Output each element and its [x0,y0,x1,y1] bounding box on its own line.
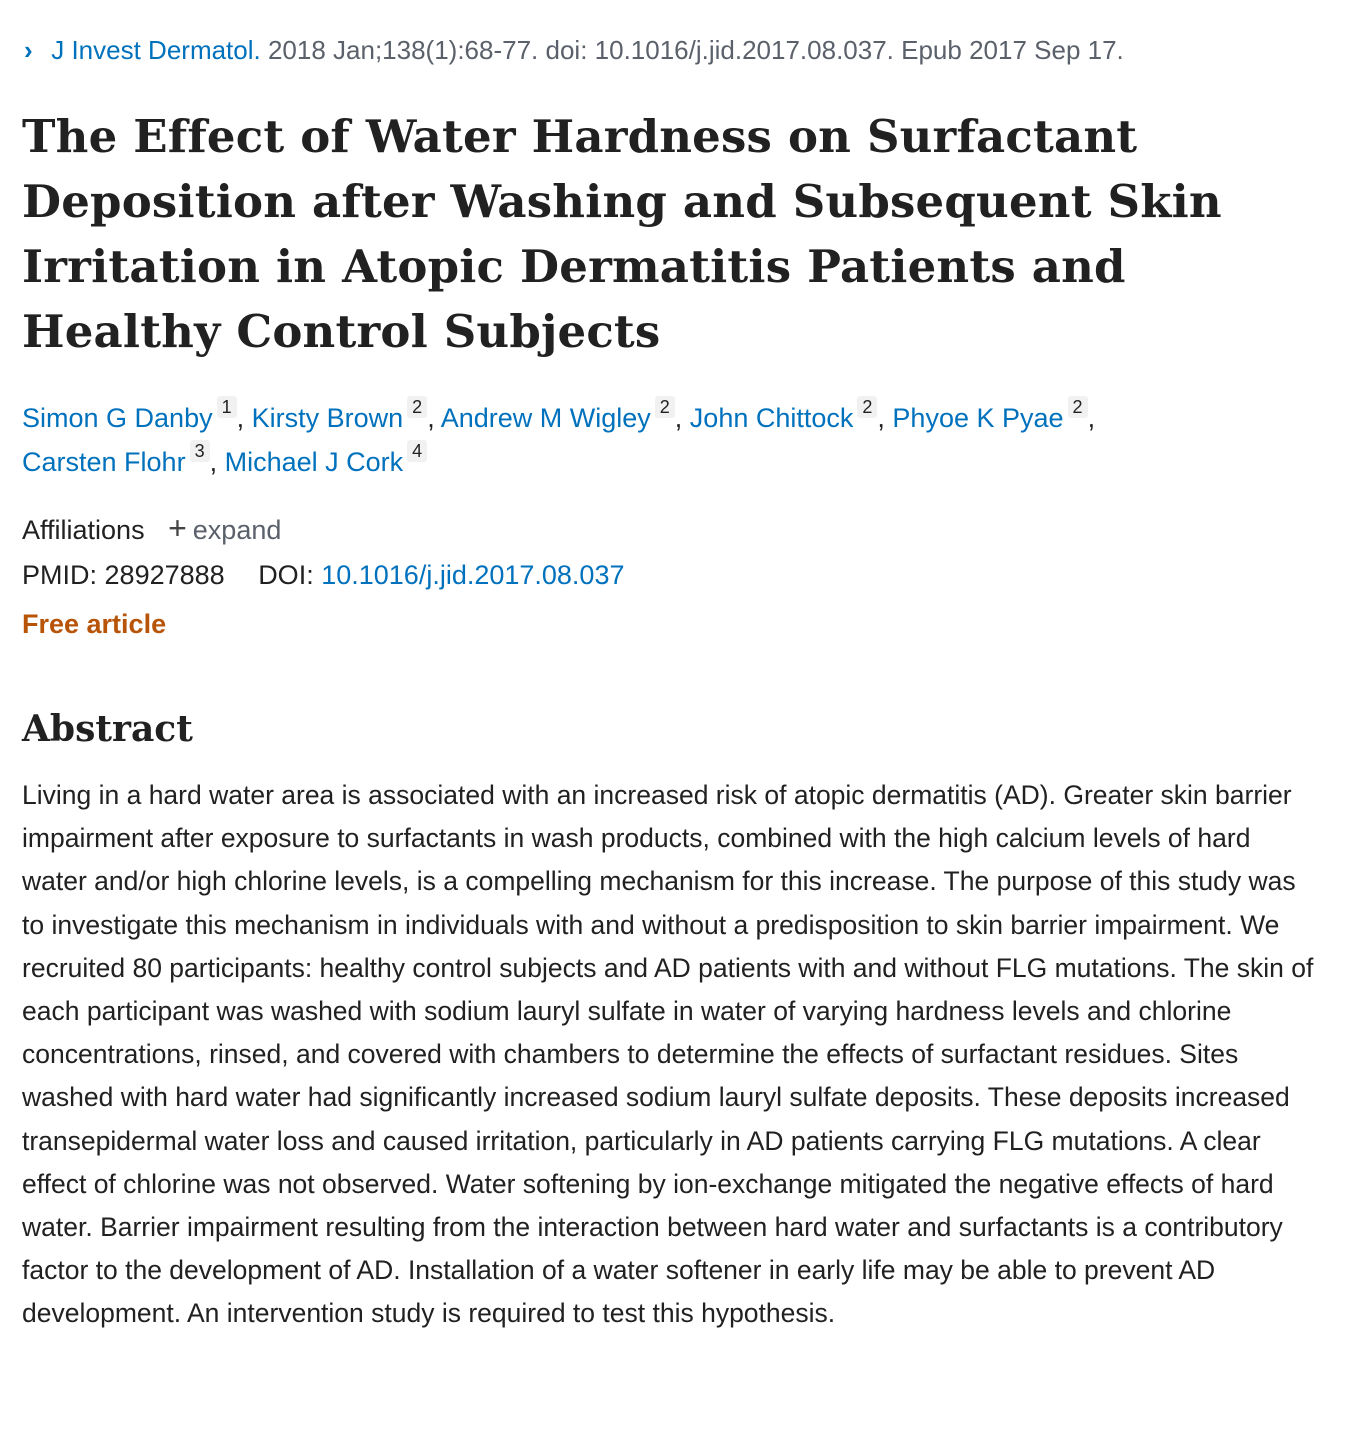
plus-icon: + [168,510,187,546]
expand-label: expand [192,515,282,545]
author-link[interactable]: Carsten Flohr [22,447,186,477]
author-link[interactable]: Kirsty Brown [251,403,404,433]
author-link[interactable]: Simon G Danby [22,403,213,433]
affiliation-number[interactable]: 1 [217,396,237,418]
doi-label: DOI: [258,560,314,590]
affiliation-number[interactable]: 2 [407,396,427,418]
affiliation-number[interactable]: 2 [655,396,675,418]
affiliation-number[interactable]: 4 [407,440,427,462]
author-link[interactable]: Michael J Cork [224,447,404,477]
abstract-text: Living in a hard water area is associated with an increased risk of atopic dermatitis (AD). Greater skin barrier impairment after exposure to surfactants in wash products, combined with the high calcium levels of hard water and/or high chlorine levels, is a compelling mechanism for this increase. The purpose of this study was to investigate this mechanism in individuals with and without a predisposition to skin barrier impairment. We recruited 80 participants: healthy control subjects and AD patients with and without FLG mutations. The skin of each participant was washed with sodium lauryl sulfate in water of varying hardness levels and chlorine concentrations, rinsed, and covered with chambers to determine the effects of surfactant residues. Sites washed with hard water had significantly increased sodium lauryl sulfate deposits. These deposits increased transepidermal water loss and caused irritation, particularly in AD patients carrying FLG mutations. A clear effect of chlorine was not observed. Water softening by ion-exchange mitigated the negative effects of hard water. Barrier impairment resulting from the interaction between hard water and surfactants is a contributory factor to the development of AD. Installation of a water softener in early life may be able to prevent AD development. An intervention study is required to test this hypothesis. [22,780,1314,1329]
author-link[interactable]: Phyoe K Pyae [892,403,1064,433]
expand-affiliations-button[interactable] [168,510,282,546]
citation-details: 2018 Jan;138(1):68-77. doi: 10.1016/j.jid.2017.08.037. Epub 2017 Sep 17. [260,35,1124,65]
doi-link[interactable]: 10.1016/j.jid.2017.08.037 [321,560,625,590]
affiliation-number[interactable]: 2 [1068,396,1088,418]
pmid-label: PMID: [22,560,98,590]
author-link[interactable]: John Chittock [689,403,854,433]
free-article-badge: Free article [22,609,167,639]
affiliations-label: Affiliations [22,515,145,545]
chevron-right-icon[interactable]: › [24,35,33,65]
article-title: The Effect of Water Hardness on Surfactant Deposition after Washing and Subsequent Skin Irritation in Atopic Dermatitis Patients and Healthy Control Subjects [22,110,1222,358]
abstract-heading: Abstract [22,708,193,750]
author-list: Simon G Danby $^1$ , Kirsty Brown $^2$ , Andrew M Wigley $^2$ , John Chittock $^2$ , Phyoe K Pyae $^2$ , Carsten Flohr $^3$ , Michael J Cork $^4$ [22,397,1096,477]
journal-link[interactable]: J Invest Dermatol. [51,35,261,65]
affiliations-row [22,506,281,552]
author-link[interactable]: Andrew M Wigley [440,403,651,433]
affiliation-number[interactable]: 3 [190,440,210,462]
pmid-value: 28927888 [104,560,225,590]
journal-citation [24,28,1124,72]
affiliation-number[interactable]: 2 [857,396,877,418]
article-identifiers [22,553,624,597]
